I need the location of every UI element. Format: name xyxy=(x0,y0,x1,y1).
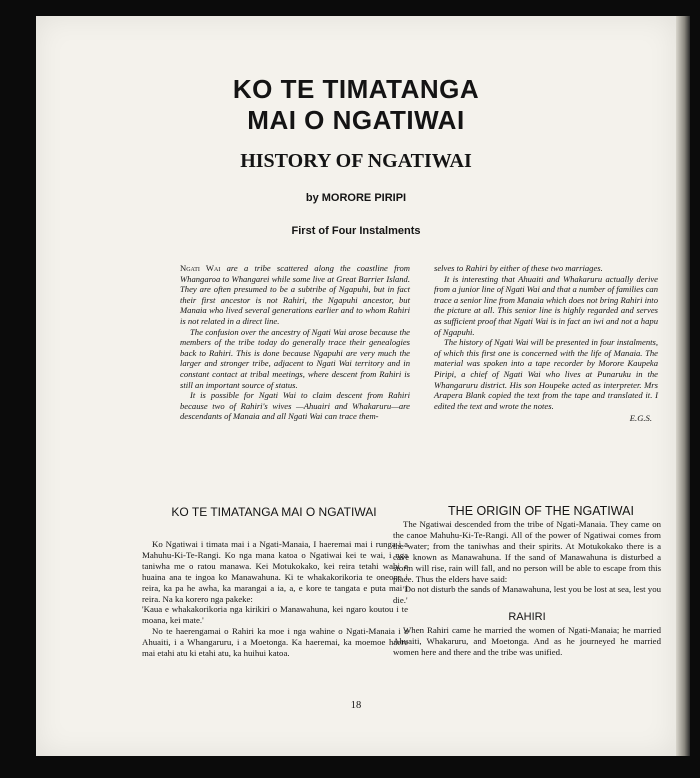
body-paragraph: No te haerengamai o Rahiri ka moe i nga wahine o Ngati-Manaia i a Ahuaiti, i a Whangaruru, i a Moetonga. Ka haeremai, ka moemoe haere mai etahi atu ki etahi atu, ka huihui katoa. xyxy=(142,626,408,659)
instalment-note: First of Four Instalments xyxy=(291,225,421,237)
intro-paragraph xyxy=(180,263,410,327)
body-paragraph: When Rahiri came he married the women of Ngati-Manaia; he married Ahuaiti, Whakaruru, and Moetonga. And as he journeyed he married women here and there and the tribe was unified. xyxy=(393,625,661,658)
intro-paragraph: The history of Ngati Wai will be presented in four instalments, of which this first one is concerned with the life of Manaia. The material was spoken into a tape recorder by Morore Kaupeka Piripi, a chief of Ngati Wai who lives at Punaruku in the Whangaruru district. His son Houpeke acted as interpreter. Mrs Arapera Blank copied the text from the tape and translated it. I edited the text and wrote the notes. xyxy=(434,337,658,411)
maori-text-column xyxy=(142,539,408,659)
body-paragraph: 'Do not disturb the sands of Manawahuna, lest you be lost at sea, lest you die.' xyxy=(393,584,661,606)
intro-right-column xyxy=(434,263,658,424)
body-paragraph: 'Kaua e whakakorikoria nga kirikiri o Manawahuna, kei ngaro koutou i te moana, kei mate.' xyxy=(142,604,408,626)
body-paragraph: The Ngatiwai descended from the tribe of Ngati-Manaia. They came on the canoe Mahuhu-Ki-Te-Rangi. All of the power of Ngatiwai comes from the water; from the taniwhas and their spirits. At Motukokako there is a cave known as Manawahuna. If the sand of Manawahuna is disturbed a storm will rise, rain will fall, and no person will be able to escape from this place. Thus the elders have said: xyxy=(393,519,661,584)
maori-title-line-2: MAI O NGATIWAI xyxy=(247,105,465,135)
intro-left-column xyxy=(180,263,410,422)
body-paragraph: Ko Ngatiwai i timata mai i a Ngati-Manaia, I haeremai mai i runga i a Mahuhu-Ki-Te-Rangi. Ko nga mana katoa o Ngatiwai kei te wai, i nga taniwha me o ratou manawa. Kei Motukokako, kei reira tetahi wahi e huaina ana te ingoa ko Manawahuna. Ki te whakakorikoria te oneone i reira, ka pa he awha, ka marangai a ia, a, e kore te tangata e puta mai i reira. Na ka korero nga pakeke: xyxy=(142,539,408,604)
byline: by MORORE PIRIPI xyxy=(305,192,407,204)
intro-paragraph: The confusion over the ancestry of Ngati Wai arose because the members of the tribe today do generally trace their genealogies back to Rahiri. This is done because Ngapuhi are very much the larger and stronger tribe, adjacent to Ngati Wai territory and in constant contact at tribal meetings, where descent from Rahiri is still an important source of status. xyxy=(180,326,410,390)
binding-edge xyxy=(676,16,690,756)
intro-paragraph: It is possible for Ngati Wai to claim descent from Rahiri because two of Rahiri's wives —Ahuairi and Whakaruru—are descendants of Manaia and all Ngati Wai can trace them- xyxy=(180,390,410,422)
maori-title-line-1: KO TE TIMATANGA xyxy=(232,74,480,104)
intro-paragraph-text: are a tribe scattered along the coastline from Whangaroa to Whangarei while some live at Great Barrier Island. They are often presumed to be a subtribe of Ngapuhi, but in fact their first ancestor is not Rahiri, the Ngapuhi ancestor, but Manaia who lived several generations earlier and to whom Rahiri is not related in a direct line. xyxy=(180,263,410,326)
magazine-page xyxy=(36,16,676,756)
english-title: HISTORY OF NGATIWAI xyxy=(240,150,472,172)
maori-section-heading: KO TE TIMATANGA MAI O NGATIWAI xyxy=(171,505,377,519)
intro-paragraph: It is interesting that Ahuaiti and Whakaruru actually derive from a junior line of Ngati Wai and that a number of families can trace a senior line from Manaia which does not bring Rahiri into the picture at all. This senior line is highly regarded and serves as sufficient proof that Ngati Wai is in fact an iwi and not a hapu of Ngapuhi. xyxy=(434,273,658,337)
intro-paragraph: selves to Rahiri by either of these two marriages. xyxy=(434,263,603,273)
intro-lead-smallcaps: Ngati Wai xyxy=(180,263,221,273)
page-number: 18 xyxy=(350,700,362,711)
english-text-column xyxy=(393,519,661,658)
rahiri-subheading: RAHIRI xyxy=(508,611,546,624)
english-section-heading: THE ORIGIN OF THE NGATIWAI xyxy=(448,504,634,518)
editor-initials: E.G.S. xyxy=(629,413,652,424)
